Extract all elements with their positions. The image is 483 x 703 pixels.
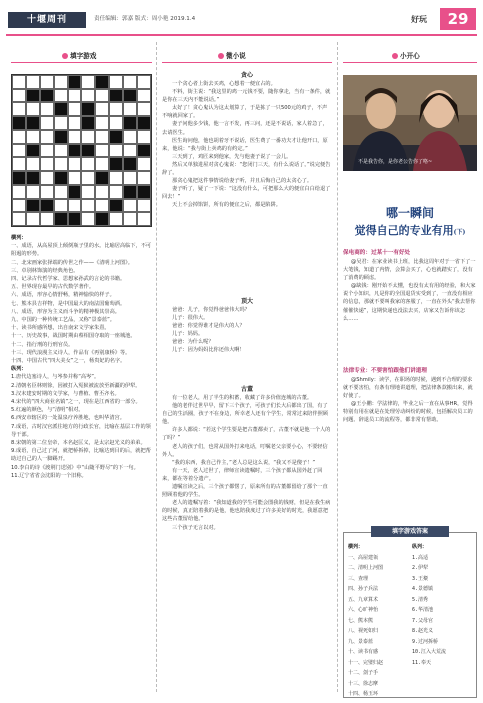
crossword-block — [54, 102, 68, 116]
story-paragraph: 许多人都说：“若这个学生要是把古董都卖了，古董不就是他一个人的了吗？” — [162, 427, 331, 442]
crossword-cell — [68, 102, 82, 116]
crossword-cell — [123, 144, 137, 158]
crossword-block — [95, 75, 109, 89]
crossword-block — [68, 75, 82, 89]
middle-title-text: 微小说 — [226, 52, 246, 60]
bullet-icon — [218, 53, 224, 59]
crossword-cell — [95, 199, 109, 213]
story-paragraph: 老人的遗嘱写着：“我知道我的学生可能会图我的钱财，但是在我生病的时候，真正陪着我的是他，他也陪我度过了许多美好的时光，我愿意把这些古董留给他。” — [162, 500, 331, 523]
across-clue: 十、读书所感所想，出自南宋文学家朱熹。 — [11, 325, 110, 332]
header-divider — [6, 34, 477, 36]
story3-body — [162, 394, 332, 694]
across-clue: 十四、中国古代“四大美女”之一，杨贵妃的名字。 — [11, 358, 126, 365]
answer-item: 十四、杨玉环 — [348, 691, 379, 697]
crossword-block — [68, 144, 82, 158]
story-paragraph: 爸爸：你觉得谁才是伟大的人？ — [172, 323, 245, 330]
crossword-cell — [81, 171, 95, 185]
answer-item: 11.奉天 — [412, 659, 432, 666]
crossword-cell — [12, 199, 26, 213]
answer-item: 十二、刽子手 — [348, 670, 379, 676]
crossword-cell — [40, 157, 54, 171]
crossword-cell — [109, 144, 123, 158]
crossword-cell — [109, 212, 123, 226]
crossword-block — [26, 144, 40, 158]
headline-main: 觉得自己的专业有用 — [354, 224, 454, 237]
across-clue: 一、成语，从高屋顶上倾倒瓶子里的水。比喻居高临下，不可阻遏的形势。 — [11, 243, 152, 258]
answer-item: 八、视死如归 — [348, 628, 379, 634]
across-clue: 五、世界现存最早的古代数学著作。 — [11, 284, 95, 291]
across-clue: 九、中国的一种传统工艺品，又称“景泰蓝”。 — [11, 317, 115, 324]
crossword-block — [109, 157, 123, 171]
bullet-icon — [392, 53, 398, 59]
crossword-cell — [68, 199, 82, 213]
answer-item: 四、孙子兵法 — [348, 586, 379, 592]
middle-section-title — [218, 50, 246, 60]
across-clue: 七、熊本县吉祥物，是中国最大的南法国葡萄酒。 — [11, 300, 126, 307]
crossword-cell — [26, 157, 40, 171]
across-clue: 十三、现代浪漫主义诗人，作品有《再别康桥》等。 — [11, 349, 131, 356]
down-clue: 1.唐代边塞诗人，与岑参并称“高岑”。 — [11, 374, 100, 381]
across-label: 横列： — [11, 235, 27, 241]
story-paragraph: 不料，街主说：“我这里的鸡一元钱不要，随你拿走，当有一条件，就是你在三天内不能说话。” — [162, 89, 331, 104]
article-headline-1: 哪一瞬间 — [385, 206, 434, 220]
crossword-cell — [137, 89, 151, 103]
story-paragraph: 三天到了，鸡匠来到他家，先与他妻子说了一会儿。 — [172, 153, 292, 160]
crossword-block — [137, 116, 151, 130]
crossword-cell — [54, 144, 68, 158]
bullet-icon — [62, 53, 68, 59]
story-paragraph: 医生询问他，他也胡着牙不说话，医生费了一番功夫才让他开口，原来，他说：“我与街上卖鸡的有约定。” — [162, 137, 328, 152]
answers-across-list — [348, 553, 383, 700]
story1-body — [162, 80, 332, 210]
photo-caption: 不是我告你，是你老公告你了咯~ — [358, 159, 433, 165]
crossword-cell — [54, 116, 68, 130]
answer-item: 二、清明上河图 — [348, 565, 384, 571]
crossword-cell — [40, 171, 54, 185]
crossword-cell — [40, 185, 54, 199]
story-paragraph: 三个孩子无言以对。 — [172, 524, 219, 531]
crossword-cell — [123, 130, 137, 144]
crossword-cell — [12, 75, 26, 89]
crossword-cell — [68, 89, 82, 103]
down-clue: 10.李白的诗《渡荆门送别》中“山随平野尽”的下一句。 — [11, 464, 139, 471]
across-clue: 三、卓别林饰演的经典角色。 — [11, 267, 79, 274]
crossword-cell — [123, 102, 137, 116]
crossword-cell — [12, 212, 26, 226]
crossword-cell — [40, 130, 54, 144]
answer-item: 五、九章算术 — [348, 596, 379, 603]
crossword-cell — [95, 102, 109, 116]
story-paragraph: 有一位老人，用了半生的积蓄，收藏了许多价值连城的古董。 — [172, 395, 313, 401]
crossword-block — [95, 212, 109, 226]
across-clue: 二、北宋画家张择端的传世之作——《清明上河图》。 — [11, 259, 133, 266]
column-divider-right — [337, 42, 338, 692]
crossword-block — [54, 171, 68, 185]
answer-item: 2.伊犁 — [412, 565, 429, 571]
crossword-cell — [26, 212, 40, 226]
article-paragraph: @缺钱：刚开始不太懂，也没有太有用的经验，和大家说个小知识，凡是你的全国退货实受到了，一直没有相应的信息，那就不要叫我家的客服了，一直在外头“我去帮你催催快递”，这期快递也没法去买，店家又告诉你该怎么…… — [343, 283, 476, 322]
story1-title: 贪心 — [240, 72, 253, 79]
header-meta: 责任编辑：郭嘉 版式：周小艳 2019.1.4 — [94, 16, 196, 22]
crossword-block — [26, 89, 40, 103]
crossword-cell — [81, 130, 95, 144]
crossword-cell — [95, 89, 109, 103]
story-paragraph: 爸爸：为什么呢？ — [172, 339, 214, 346]
crossword-block — [12, 171, 26, 185]
page-number: 29 — [440, 8, 476, 30]
down-clue: 4.宋代的“四大商业名镇”之一，现在是江西省的一部分。 — [11, 399, 141, 406]
answer-item: 十、读书有感 — [348, 649, 379, 655]
across-clues — [11, 242, 152, 365]
crossword-cell — [123, 212, 137, 226]
story-paragraph: 爸爸：儿子，你觉得爸爸伟大吗？ — [172, 307, 250, 313]
left-section-title — [62, 50, 96, 60]
crossword-cell — [26, 75, 40, 89]
answers-across-label: 横列： — [348, 544, 364, 550]
crossword-cell — [40, 144, 54, 158]
answer-item: 1.高适 — [412, 554, 429, 561]
crossword-block — [40, 199, 54, 213]
crossword-block — [109, 89, 123, 103]
story-paragraph: 儿子：因为妈妈比你还伟大啊！ — [172, 347, 245, 354]
crossword-cell — [54, 75, 68, 89]
answers-across — [348, 542, 383, 700]
brand-logo: 十堰周刊 — [8, 12, 86, 28]
down-clue: 5.红遍的颜色，与“清明”相对。 — [11, 407, 84, 414]
answer-item: 5.清秀 — [412, 596, 429, 603]
down-clue: 11.辽宁省省会沈阳的一个旧称。 — [11, 472, 87, 479]
down-clue: 9.成语，自己过了河，就把桥拆掉，比喻达到目的后，就把帮助过自己的人一脚踢开。 — [11, 448, 151, 463]
crossword-cell — [12, 102, 26, 116]
crossword-cell — [68, 157, 82, 171]
crossword-cell — [54, 185, 68, 199]
story-paragraph: 太好了！贪心鬼认为这太划算了，于是拣了一只500元的鸡子，不声不响就回家了。 — [162, 105, 328, 120]
story2-title: 顶大 — [240, 298, 253, 305]
crossword-cell — [137, 171, 151, 185]
down-clue: 3.汉末建安时期的文学家，与曹植、曹丕齐名。 — [11, 390, 120, 397]
answer-item: 4.景德镇 — [412, 586, 434, 592]
crossword-block — [68, 212, 82, 226]
right-title-text: 小开心 — [400, 52, 420, 60]
article-paragraph: @吴君：在家业读书上班，比我这周年对于一省下了一大笔钱，知道了内情，会算会买了，心也就踏实了，没有了消费的顾虑。 — [343, 259, 476, 282]
crossword-block — [123, 157, 137, 171]
crossword-block — [123, 89, 137, 103]
crossword-cell — [26, 130, 40, 144]
answers-down — [412, 542, 446, 668]
crossword-cell — [137, 102, 151, 116]
crossword-cell — [81, 89, 95, 103]
middle-title-rule — [162, 62, 332, 63]
down-clues — [11, 373, 152, 480]
article-paragraph: @王小鹏：学法律的，毕业之后一直在从事HR，觉得特别有用在就是在处理劳动纠纷的时候，包括解决员工的问题、辞退员工的流程等，都非常有帮助。 — [343, 401, 473, 424]
crossword-cell — [12, 185, 26, 199]
crossword-block — [123, 185, 137, 199]
answer-item: 3.王粲 — [412, 575, 429, 582]
headline-suffix: (下) — [453, 229, 466, 236]
crossword-cell — [81, 157, 95, 171]
crossword-block — [26, 171, 40, 185]
across-clue: 四、记录古代哲学家、思想家孙武的言论的书籍。 — [11, 276, 126, 283]
crossword-cell — [137, 75, 151, 89]
crossword-cell — [137, 157, 151, 171]
answer-item: 9.过河拆桥 — [412, 638, 439, 645]
tv-still-photo — [343, 75, 477, 171]
subhead-1: 保电商的：过某十一有好处 — [343, 250, 411, 256]
story-paragraph: 儿子：很伟大。 — [172, 315, 209, 322]
crossword-cell — [54, 157, 68, 171]
story-paragraph: 妻子问他多少钱，他一言不发，再三问，还是不说话，家人着急了，去请医生。 — [162, 121, 328, 136]
crossword-cell — [40, 116, 54, 130]
answer-item: 8.赵光义 — [412, 628, 434, 634]
story-paragraph: 有一天，老人过世了，律师宣读遗嘱时，三个孩子都从国外赶了回来，都在等着分遗产。 — [162, 467, 323, 482]
section-name: 好玩 — [411, 15, 427, 24]
crossword-cell — [137, 212, 151, 226]
crossword-block — [95, 171, 109, 185]
paragraph-group-2 — [343, 376, 477, 425]
crossword-cell — [95, 157, 109, 171]
answers-down-label: 纵列： — [412, 544, 428, 550]
crossword-cell — [40, 75, 54, 89]
crossword-cell — [95, 144, 109, 158]
story-paragraph: 天上不会掉馅饼，所有的便宜之后，都是陷阱。 — [172, 202, 281, 209]
crossword-block — [123, 116, 137, 130]
story-paragraph: 儿子：妈妈。 — [172, 331, 204, 338]
crossword-cell — [109, 171, 123, 185]
answer-item: 十一、完璧归赵 — [348, 659, 384, 666]
crossword-block — [68, 185, 82, 199]
crossword-block — [40, 89, 54, 103]
crossword-cell — [68, 130, 82, 144]
crossword-cell — [109, 102, 123, 116]
answer-item: 三、查理 — [348, 575, 369, 582]
answer-title: 填字游戏答案 — [371, 526, 449, 537]
crossword-block — [137, 185, 151, 199]
down-label: 纵列： — [11, 366, 27, 373]
crossword-block — [26, 116, 40, 130]
crossword-cell — [109, 75, 123, 89]
crossword-cell — [12, 157, 26, 171]
right-section-title — [392, 50, 420, 60]
page-header — [6, 8, 477, 32]
left-title-text: 填字游戏 — [70, 52, 97, 60]
answer-item: 十三、徐志摩 — [348, 680, 379, 687]
answer-item: 六、心旷神怡 — [348, 607, 379, 613]
crossword-block — [26, 199, 40, 213]
crossword-cell — [26, 102, 40, 116]
crossword-block — [109, 199, 123, 213]
crossword-block — [81, 144, 95, 158]
answers-down-list — [412, 553, 446, 669]
crossword-cell — [81, 212, 95, 226]
article-headline-2 — [343, 222, 477, 238]
column-divider-left — [156, 42, 157, 692]
crossword-cell — [109, 185, 123, 199]
story3-title: 古董 — [240, 386, 253, 393]
crossword-cell — [68, 171, 82, 185]
crossword-block — [109, 130, 123, 144]
crossword-cell — [137, 130, 151, 144]
left-title-rule — [11, 62, 152, 63]
crossword-cell — [54, 89, 68, 103]
crossword-cell — [137, 199, 151, 213]
across-clue: 八、成语，形容为主义而斗争的精神极其崇高。 — [11, 308, 120, 315]
crossword-cell — [12, 130, 26, 144]
crossword-cell — [81, 185, 95, 199]
story-paragraph: “我的东西，我自己作主，”老人总是这么说，“我又不是傻子！” — [172, 459, 316, 466]
across-clue: 十二、指行刑的行刑官员。 — [11, 341, 74, 348]
story-paragraph: 老人的孩子们，也常从国外打来电话，叮嘱老父亲要小心，不要轻信外人。 — [162, 443, 328, 458]
crossword-grid — [11, 74, 152, 227]
crossword-block — [54, 212, 68, 226]
article-paragraph: @Shmily：读学，在职场的时候，遇到不合理的要求就不要害怕，有条有理地讲道理，把法律条款搬出来，就好使了。 — [343, 377, 473, 400]
answer-item: 一、高屋建瓴 — [348, 554, 379, 561]
answer-item: 7.父母官 — [412, 617, 434, 624]
answer-item: 10.江入大荒流 — [412, 649, 447, 655]
crossword-cell — [12, 144, 26, 158]
crossword-block — [81, 116, 95, 130]
crossword-cell — [95, 130, 109, 144]
story-paragraph: 那贪心鬼把这件事情说给妻子听，并且后悔自己的太贪心了。 — [172, 178, 313, 185]
down-clue: 6.西安市辖区的一处温泉疗养胜地，也叫华清宫。 — [11, 415, 125, 422]
story-paragraph: 他的老伴过世早早，留下三个孩子，可孩子们长大后都出了国，有了自己的生活圈，孩子不在身边，所幸老人还有个学生，常常过来陪伴照顾他。 — [162, 403, 329, 426]
answer-item: 七、熊本熊 — [348, 617, 374, 624]
crossword-cell — [40, 102, 54, 116]
story-paragraph: 妻子听了，疑了一下说：“这没有什么，可把那么大的便宜白白给退了回去！” — [162, 186, 331, 201]
clues-block — [11, 234, 152, 480]
answer-item: 6.华清池 — [412, 607, 434, 613]
subhead-2: 法律专业：不要害怕跟他们讲道理 — [343, 368, 427, 374]
down-clue: 8.宋朝的第二位皇帝，本名赵匡义，是太宗赵光义的弟弟。 — [11, 440, 146, 447]
crossword-cell — [68, 116, 82, 130]
across-clue: 十一、历史故事，战国时期由蔡相国夺取的一座城池。 — [11, 333, 136, 340]
right-title-rule — [343, 62, 477, 63]
down-clue: 2.清朝名臣林则徐，因被打入冤狱被流放至新疆的伊犁。 — [11, 382, 141, 389]
crossword-cell — [26, 185, 40, 199]
answer-item: 九、景泰蓝 — [348, 638, 374, 645]
crossword-block — [54, 130, 68, 144]
crossword-cell — [12, 89, 26, 103]
paragraph-group-1 — [343, 258, 477, 323]
crossword-cell — [123, 171, 137, 185]
story-paragraph: 遗嘱宣读之后，三个孩子都愣了，原来所有的古董都留给了那个一直照顾着他的学生。 — [162, 484, 328, 499]
down-clue: 7.成语，古时汉官派往地方的行政长官，比喻在基层工作的领导干部。 — [11, 423, 151, 438]
crossword-cell — [81, 199, 95, 213]
story-paragraph: 然后又单独进屋对贪心鬼说：“您闭门三天，有什么说话了。”说完便告辞了。 — [162, 161, 331, 177]
crossword-cell — [95, 116, 109, 130]
crossword-cell — [40, 212, 54, 226]
crossword-block — [137, 144, 151, 158]
story-paragraph: 一个贪心者上街去买鸡，心想着一便宜占的。 — [172, 81, 276, 87]
crossword-cell — [95, 185, 109, 199]
crossword-cell — [123, 75, 137, 89]
story2-body — [162, 306, 332, 355]
crossword-cell — [123, 199, 137, 213]
across-clue: 六、成语，形容心情舒畅，精神愉快的样子。 — [11, 292, 115, 299]
crossword-cell — [54, 199, 68, 213]
crossword-cell — [81, 75, 95, 89]
crossword-cell — [109, 116, 123, 130]
crossword-block — [81, 102, 95, 116]
crossword-block — [12, 116, 26, 130]
